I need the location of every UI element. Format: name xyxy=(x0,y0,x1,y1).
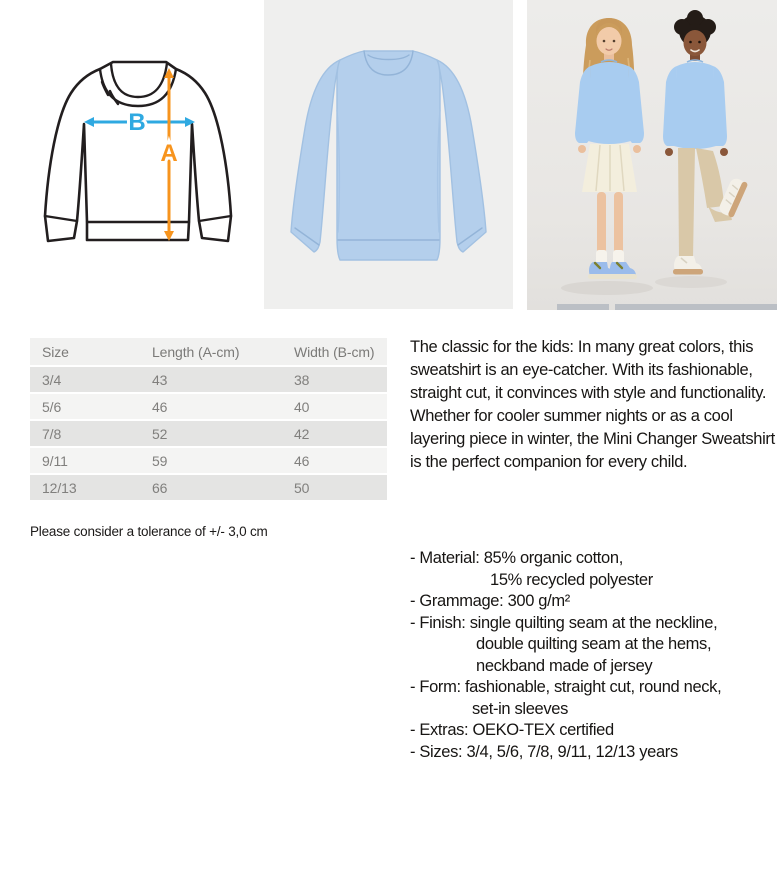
boy-hand-right xyxy=(720,148,728,156)
backdrop-edge-strip-2 xyxy=(615,304,777,310)
product-description-paragraph: The classic for the kids: In many great colors, this sweatshirt is an eye-catcher. With its fashionable, straight cut, it convinces with style and functionality. Whether for cooler summer nights or as a cool layering piece in winter, the Mini Changer Sweatshirt is the perfect companion for every child. xyxy=(410,338,775,471)
girl-sweatshirt xyxy=(575,62,644,144)
cell-length: 52 xyxy=(140,421,282,446)
cell-width: 46 xyxy=(282,448,387,473)
girl-leg-left xyxy=(597,192,606,254)
size-measurement-diagram xyxy=(0,0,264,310)
table-row xyxy=(30,421,387,446)
detail-line-material: - Material: 85% organic cotton, xyxy=(410,549,623,567)
sweatshirt-outline-drawing xyxy=(0,0,264,310)
cell-width: 42 xyxy=(282,421,387,446)
detail-line-extras: - Extras: OEKO-TEX certified xyxy=(410,721,614,739)
girl-floor-shadow xyxy=(561,281,653,295)
detail-line-form-cont: set-in sleeves xyxy=(472,699,568,718)
boy-eye-right xyxy=(698,41,701,44)
detail-line-sizes: - Sizes: 3/4, 5/6, 7/8, 9/11, 12/13 years xyxy=(410,742,678,761)
cell-length: 43 xyxy=(140,367,282,392)
detail-line-grammage: - Grammage: 300 g/m² xyxy=(410,592,570,610)
detail-line-form: - Form: fashionable, straight cut, round neck, xyxy=(410,678,722,696)
girl-sock-right xyxy=(613,250,624,264)
girl-leg-right xyxy=(614,192,623,254)
cell-size: 3/4 xyxy=(30,367,140,392)
col-header-size: Size xyxy=(30,338,140,365)
cell-width: 40 xyxy=(282,394,387,419)
col-header-width: Width (B-cm) xyxy=(282,338,387,365)
flatlay-sweatshirt xyxy=(291,51,486,260)
girl-eye-left xyxy=(603,40,606,43)
backdrop-edge-strip-1 xyxy=(557,304,609,310)
detail-line-finish: - Finish: single quilting seam at the neckline, xyxy=(410,613,718,632)
col-header-length: Length (A-cm) xyxy=(140,338,282,365)
boy-hair-top xyxy=(687,10,703,26)
boy-floor-shadow xyxy=(655,276,727,288)
size-table-section xyxy=(30,336,387,502)
table-row xyxy=(30,367,387,392)
kids-photo-graphic xyxy=(527,0,777,310)
cell-width: 38 xyxy=(282,367,387,392)
kids-model-photo xyxy=(527,0,777,310)
cell-width: 50 xyxy=(282,475,387,500)
detail-line-finish-cont2: neckband made of jersey xyxy=(476,656,653,675)
girl-eye-right xyxy=(613,40,616,43)
product-flatlay-image xyxy=(264,0,513,309)
size-table-header-row xyxy=(30,338,387,365)
boy-hand-left xyxy=(665,148,673,156)
cell-size: 12/13 xyxy=(30,475,140,500)
tolerance-note: Please consider a tolerance of +/- 3,0 cm xyxy=(30,524,268,539)
girl-hand-left xyxy=(578,145,586,153)
table-row xyxy=(30,394,387,419)
detail-line-finish-cont1: double quilting seam at the hems, xyxy=(476,635,712,653)
cell-size: 7/8 xyxy=(30,421,140,446)
studio-background xyxy=(527,0,777,310)
boy-sweatshirt xyxy=(663,62,727,149)
product-details-list xyxy=(410,548,777,763)
width-label-b: B xyxy=(128,109,146,136)
girl-sock-left xyxy=(596,250,607,264)
cell-size: 5/6 xyxy=(30,394,140,419)
cell-length: 66 xyxy=(140,475,282,500)
boy-eye-left xyxy=(689,41,692,44)
cell-length: 59 xyxy=(140,448,282,473)
cell-size: 9/11 xyxy=(30,448,140,473)
cell-length: 46 xyxy=(140,394,282,419)
size-table xyxy=(30,336,387,502)
detail-line-material-cont: 15% recycled polyester xyxy=(490,570,653,589)
girl-hand-right xyxy=(633,145,641,153)
table-row xyxy=(30,448,387,473)
table-row xyxy=(30,475,387,500)
sweatshirt-silhouette xyxy=(45,62,231,241)
length-label-a: A xyxy=(160,140,178,167)
flatlay-sweatshirt-graphic xyxy=(264,0,513,309)
